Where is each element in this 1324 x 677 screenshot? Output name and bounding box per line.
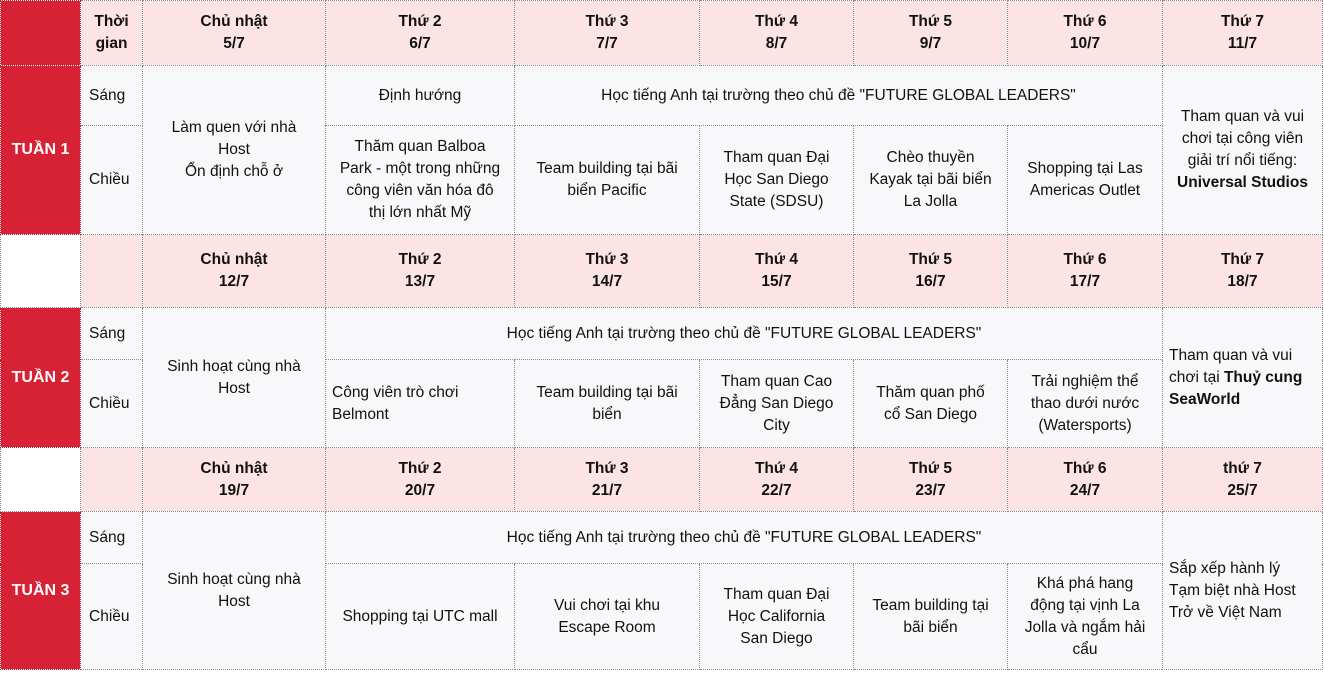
week1-saturday: Tham quan và vui chơi tại công viên giải trí nổi tiếng: Universal Studios: [1163, 66, 1323, 235]
week2-wed-afternoon: Tham quan Cao Đẳng San Diego City: [700, 360, 854, 448]
week1-label: TUẦN 1: [1, 66, 81, 235]
day-header-thu: Thứ 5 9/7: [854, 1, 1008, 66]
day-header-sat: Thứ 7 11/7: [1163, 1, 1323, 66]
week2-mon-afternoon: Công viên trò chơi Belmont: [326, 360, 515, 448]
header3-blank: [1, 448, 81, 512]
week1-tue-afternoon: Team building tại bãi biển Pacific: [515, 126, 700, 235]
week2-sunday: Sinh hoạt cùng nhà Host: [143, 308, 326, 448]
week1-afternoon-label: Chiều: [81, 126, 143, 235]
week1-mon-afternoon: Thăm quan Balboa Park - một trong những công viên văn hóa đô thị lớn nhất Mỹ: [326, 126, 515, 235]
week3-saturday: Sắp xếp hành lý Tạm biệt nhà Host Trở về Việt Nam: [1163, 512, 1323, 670]
week3-morning-row: [1, 512, 1323, 564]
week1-wed-afternoon: Tham quan Đại Học San Diego State (SDSU): [700, 126, 854, 235]
week-band-top: [1, 1, 81, 66]
week2-morning-row: [1, 308, 1323, 360]
header-row-week1: [1, 1, 1323, 66]
day-header-mon: Thứ 2 6/7: [326, 1, 515, 66]
week3-thu-afternoon: Team building tại bãi biển: [854, 564, 1008, 670]
week2-english-class: Học tiếng Anh tại trường theo chủ đề "FUTURE GLOBAL LEADERS": [326, 308, 1163, 360]
week3-mon-afternoon: Shopping tại UTC mall: [326, 564, 515, 670]
day-header-wed: Thứ 4 8/7: [700, 1, 854, 66]
week2-tue-afternoon: Team building tại bãi biển: [515, 360, 700, 448]
day3-header-tue: Thứ 3 21/7: [515, 448, 700, 512]
day2-header-mon: Thứ 2 13/7: [326, 235, 515, 308]
day3-header-sat: thứ 7 25/7: [1163, 448, 1323, 512]
header2-blank: [1, 235, 81, 308]
week2-morning-label: Sáng: [81, 308, 143, 360]
week1-fri-afternoon: Shopping tại Las Americas Outlet: [1008, 126, 1163, 235]
week1-morning-row: [1, 66, 1323, 126]
week3-fri-afternoon: Khá phá hang động tại vịnh La Jolla và ngắm hải cẩu: [1008, 564, 1163, 670]
day2-header-sun: Chủ nhật 12/7: [143, 235, 326, 308]
day2-header-sat: Thứ 7 18/7: [1163, 235, 1323, 308]
week2-afternoon-label: Chiều: [81, 360, 143, 448]
week1-mon-morning: Định hướng: [326, 66, 515, 126]
week1-thu-afternoon: Chèo thuyền Kayak tại bãi biển La Jolla: [854, 126, 1008, 235]
day-header-fri: Thứ 6 10/7: [1008, 1, 1163, 66]
day-header-sun: Chủ nhật 5/7: [143, 1, 326, 66]
week3-tue-afternoon: Vui chơi tại khu Escape Room: [515, 564, 700, 670]
header3-time-empty: [81, 448, 143, 512]
day2-header-wed: Thứ 4 15/7: [700, 235, 854, 308]
week3-wed-afternoon: Tham quan Đại Học California San Diego: [700, 564, 854, 670]
header2-time-empty: [81, 235, 143, 308]
day3-header-sun: Chủ nhật 19/7: [143, 448, 326, 512]
time-header: Thời gian: [81, 1, 143, 66]
day3-header-mon: Thứ 2 20/7: [326, 448, 515, 512]
week1-morning-label: Sáng: [81, 66, 143, 126]
week1-sunday: Làm quen với nhà Host Ổn định chỗ ở: [143, 66, 326, 235]
week2-thu-afternoon: Thăm quan phố cổ San Diego: [854, 360, 1008, 448]
day2-header-fri: Thứ 6 17/7: [1008, 235, 1163, 308]
week3-english-class: Học tiếng Anh tại trường theo chủ đề "FUTURE GLOBAL LEADERS": [326, 512, 1163, 564]
week2-saturday: Tham quan và vui chơi tại Thuỷ cung SeaWorld: [1163, 308, 1323, 448]
week3-sunday: Sinh hoạt cùng nhà Host: [143, 512, 326, 670]
header-row-week2: [1, 235, 1323, 308]
header-row-week3: [1, 448, 1323, 512]
week3-label: TUẦN 3: [1, 512, 81, 670]
day3-header-thu: Thứ 5 23/7: [854, 448, 1008, 512]
day2-header-tue: Thứ 3 14/7: [515, 235, 700, 308]
day3-header-fri: Thứ 6 24/7: [1008, 448, 1163, 512]
week1-english-class: Học tiếng Anh tại trường theo chủ đề "FUTURE GLOBAL LEADERS": [515, 66, 1163, 126]
week2-label: TUẦN 2: [1, 308, 81, 448]
week3-afternoon-label: Chiều: [81, 564, 143, 670]
day3-header-wed: Thứ 4 22/7: [700, 448, 854, 512]
week2-fri-afternoon: Trải nghiệm thể thao dưới nước (Watersports): [1008, 360, 1163, 448]
week3-morning-label: Sáng: [81, 512, 143, 564]
day-header-tue: Thứ 3 7/7: [515, 1, 700, 66]
day2-header-thu: Thứ 5 16/7: [854, 235, 1008, 308]
